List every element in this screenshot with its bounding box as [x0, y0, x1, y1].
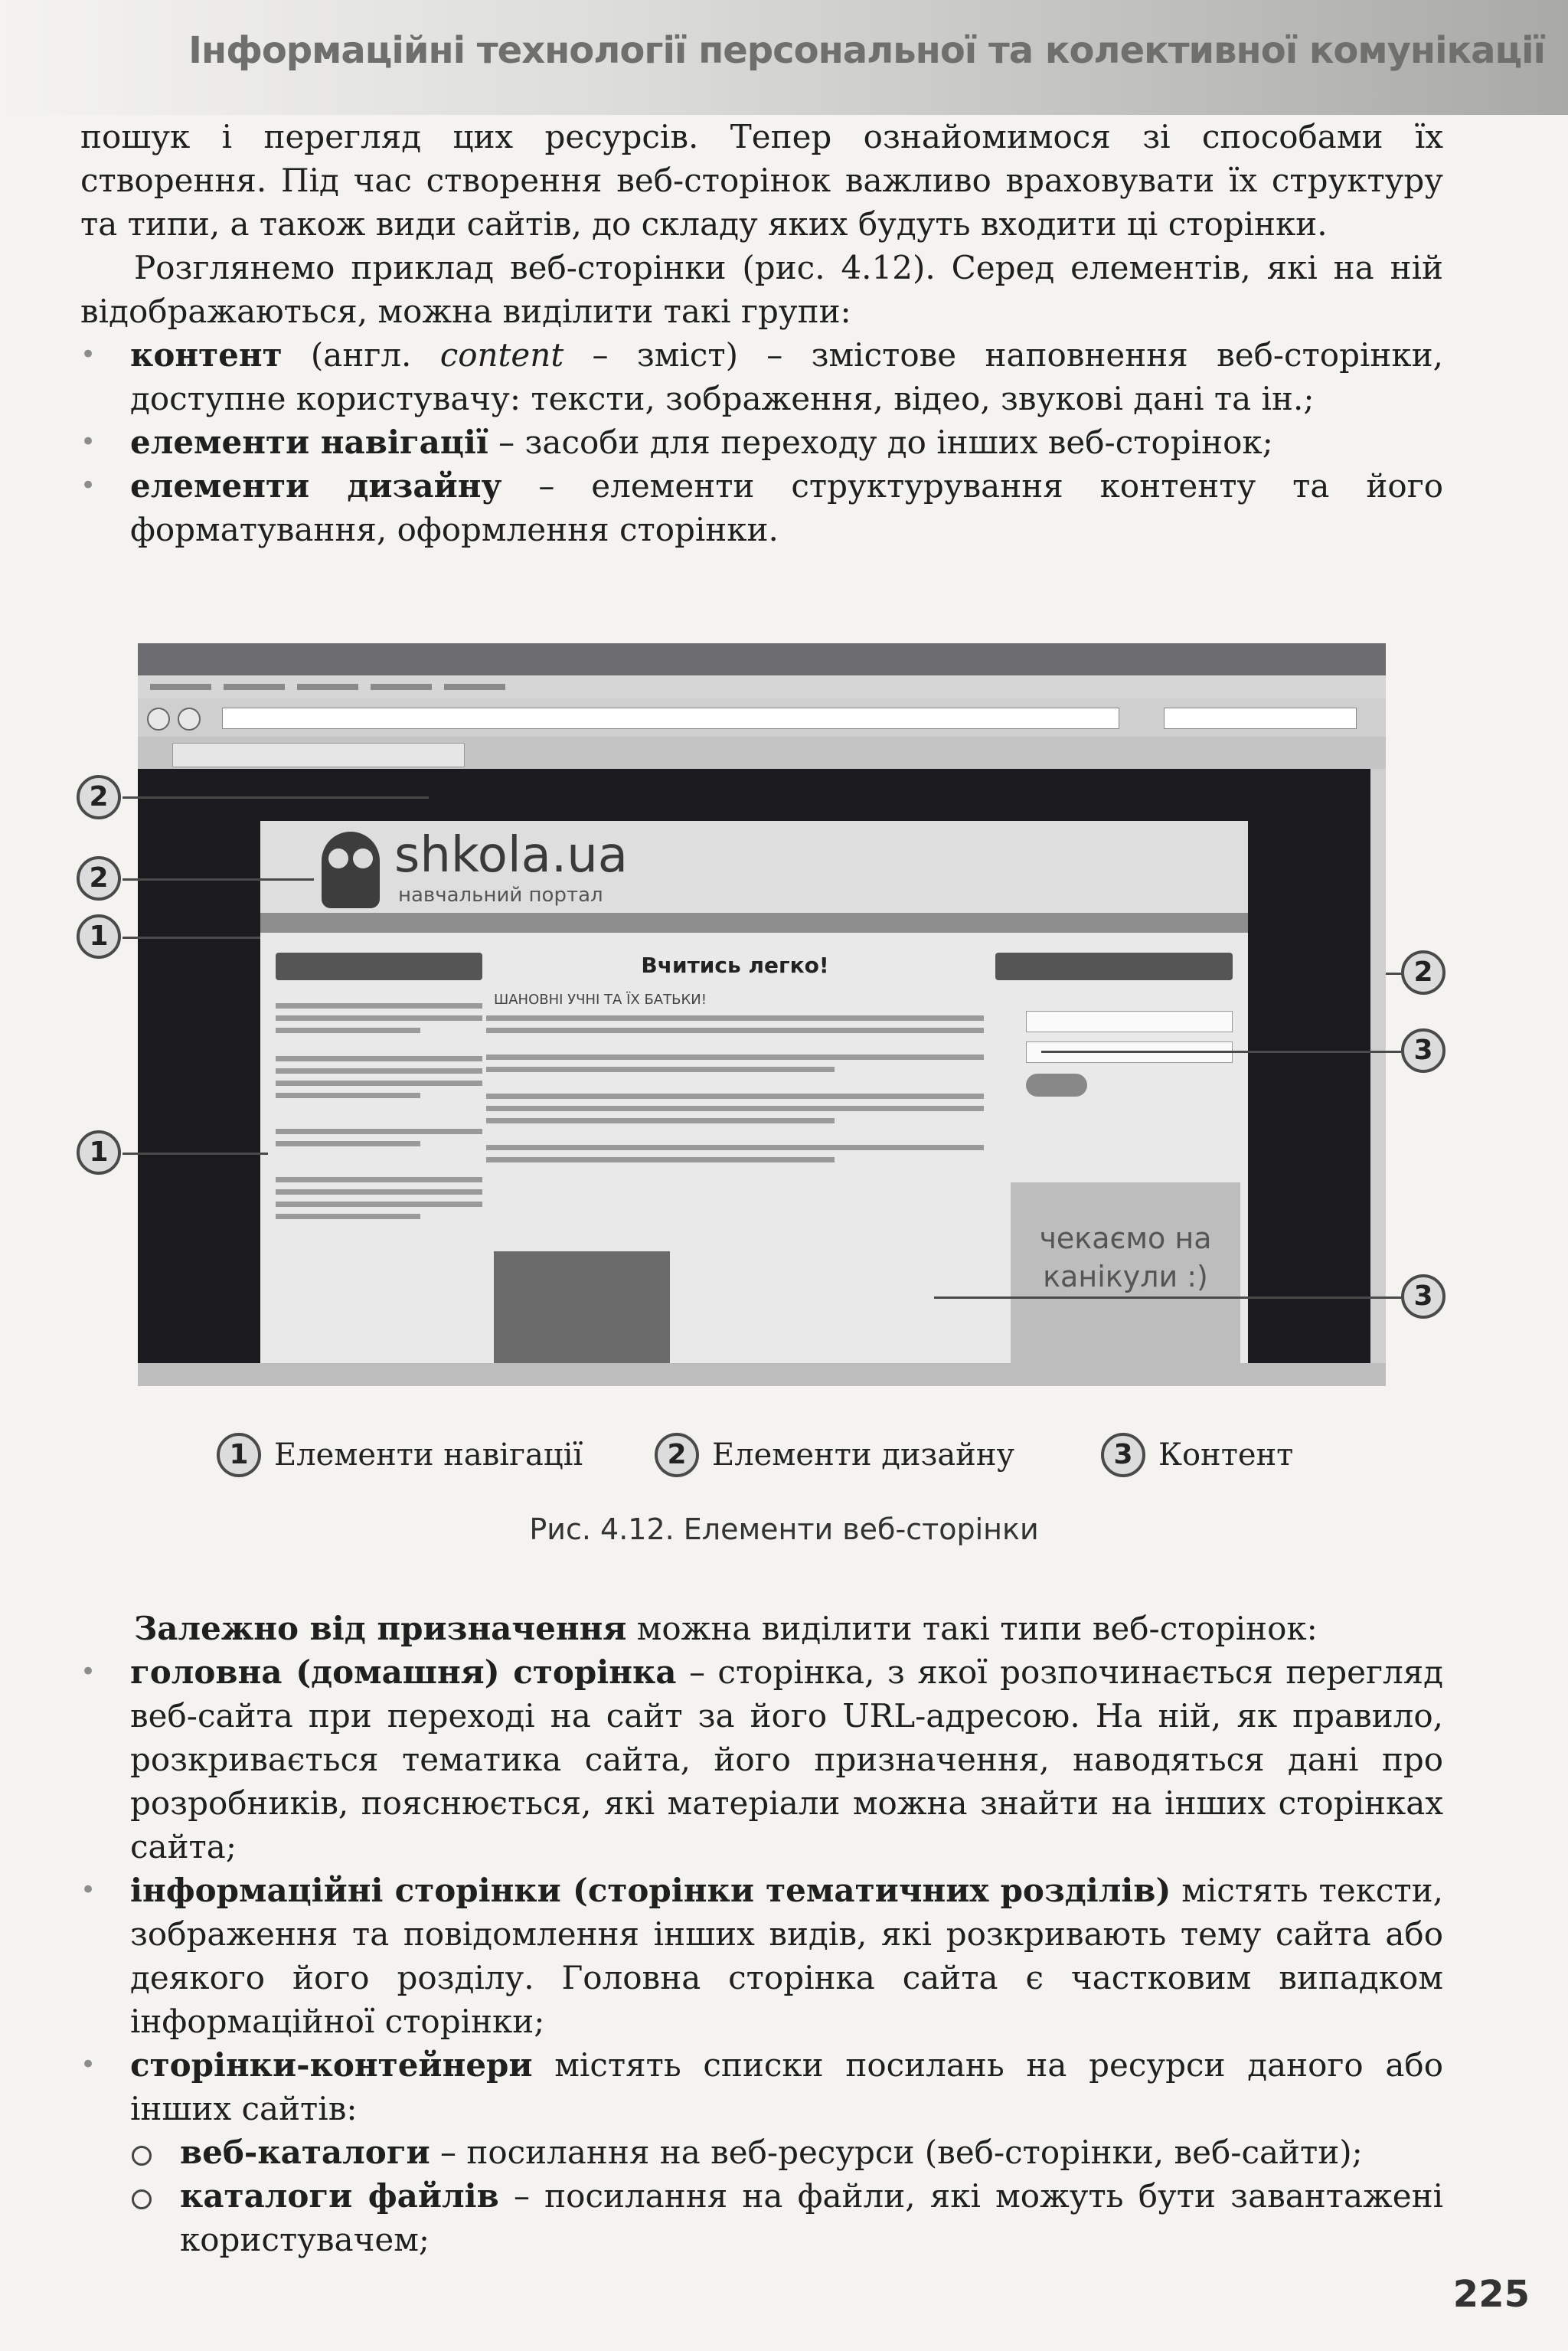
- list-item: • контент (англ. content – зміст) – змістове наповнення веб-сторінки, доступне користувачу: тексти, зображення, відео, звукові дані та ін.;: [80, 333, 1443, 420]
- legend-badge: 3: [1101, 1433, 1145, 1477]
- site-nav-bar: [260, 913, 1248, 933]
- page-number: 225: [1452, 2273, 1530, 2316]
- list-item: • інформаційні сторінки (сторінки тематичних розділів) містять тексти, зображення та повідомлення інших видів, які розкривають тему сайта або деякого його розділу. Головна сторінка сайта є частковим випадком інформаційної сторінки;: [80, 1869, 1443, 2043]
- site-subheading: ШАНОВНІ УЧНІ ТА ЇХ БАТЬКИ!: [494, 992, 707, 1008]
- list-item: веб-каталоги – посилання на веб-ресурси (веб-сторінки, веб-сайти);: [130, 2130, 1443, 2174]
- browser-viewport: [138, 769, 1370, 1363]
- site-main-column: [486, 953, 984, 1363]
- owl-logo-icon: [322, 832, 380, 908]
- site-logo-text: shkola.ua: [394, 827, 628, 884]
- callout-line: [934, 1296, 1405, 1299]
- intro-text: [80, 115, 1443, 551]
- browser-titlebar: [138, 643, 1386, 675]
- callout-badge: 1: [77, 914, 121, 959]
- browser-status-bar: [138, 1363, 1386, 1386]
- callout-badge: 2: [77, 775, 121, 819]
- callout-badge: 3: [1401, 1274, 1446, 1319]
- legend-label: Контент: [1158, 1437, 1294, 1473]
- page-types-list: [80, 1650, 1443, 2130]
- callout-line: [122, 796, 429, 799]
- legend-label: Елементи дизайну: [712, 1437, 1015, 1473]
- browser-screenshot: [138, 643, 1386, 1386]
- url-field: [222, 708, 1119, 729]
- news-image: [494, 1251, 670, 1363]
- intro-paragraph-2: Розглянемо приклад веб-сторінки (рис. 4.12). Серед елементів, які на ній відображаються, можна виділити такі групи:: [80, 249, 1443, 330]
- types-text: [80, 1607, 1443, 2261]
- promo-text: чекаємо на канікули :): [1039, 1221, 1212, 1293]
- callout-badge: 1: [77, 1130, 121, 1175]
- types-lead: Залежно від призначення можна виділити такі типи веб-сторінок:: [134, 1610, 1318, 1647]
- running-header: Інформаційні технології персональної та колективної комунікації: [188, 29, 1545, 72]
- element-groups-list: [80, 333, 1443, 551]
- legend-label: Елементи навігації: [274, 1437, 583, 1473]
- container-types-list: [80, 2130, 1443, 2261]
- callout-line: [122, 1153, 268, 1155]
- browser-address-bar: [138, 698, 1386, 737]
- site-header: [260, 821, 1248, 913]
- list-item: каталоги файлів – посилання на файли, які можуть бути завантажені користувачем;: [130, 2174, 1443, 2261]
- promo-banner: [1011, 1182, 1240, 1363]
- legend-badge: 1: [217, 1433, 261, 1477]
- list-item: • головна (домашня) сторінка – сторінка, з якої розпочинається перегляд веб-сайта при переході на сайт за його URL-адресою. На ній, як правило, розкривається тематика сайта, його призначення, наводяться дані про розробників, пояснюється, які матеріали можна знайти на інших сторінках сайта;: [80, 1650, 1443, 1869]
- search-field: [1164, 708, 1357, 729]
- legend-badge: 2: [655, 1433, 699, 1477]
- callout-line: [1041, 1051, 1405, 1053]
- site-heading: Вчитись легко!: [641, 953, 829, 978]
- browser-menubar: [138, 675, 1386, 698]
- browser-tab-bar: [138, 737, 1386, 769]
- site-logo-subtitle: навчальний портал: [398, 884, 603, 907]
- intro-paragraph-1: пошук і перегляд цих ресурсів. Тепер ознайомимося зі способами їх створення. Під час створення веб-сторінок важливо враховувати їх структуру та типи, а також види сайтів, до складу яких будуть входити ці сторінки.: [80, 118, 1443, 243]
- website-page: [260, 821, 1248, 1363]
- callout-badge: 2: [1401, 950, 1446, 995]
- figure-caption: Рис. 4.12. Елементи веб-сторінки: [529, 1512, 1039, 1546]
- list-item: • елементи навігації – засоби для переходу до інших веб-сторінок;: [80, 420, 1443, 464]
- back-icon: [147, 708, 170, 731]
- site-left-column: [276, 953, 482, 1363]
- callout-line: [122, 878, 314, 881]
- list-item: • сторінки-контейнери містять списки посилань на ресурси даного або інших сайтів:: [80, 2043, 1443, 2130]
- forward-icon: [178, 708, 201, 731]
- browser-scrollbar: [1370, 769, 1386, 1363]
- list-item: • елементи дизайну – елементи структурування контенту та його форматування, оформлення сторінки.: [80, 464, 1443, 551]
- callout-line: [122, 937, 260, 939]
- callout-badge: 2: [77, 856, 121, 901]
- callout-badge: 3: [1401, 1028, 1446, 1073]
- site-right-column: [995, 953, 1233, 1363]
- browser-tab: [172, 743, 465, 767]
